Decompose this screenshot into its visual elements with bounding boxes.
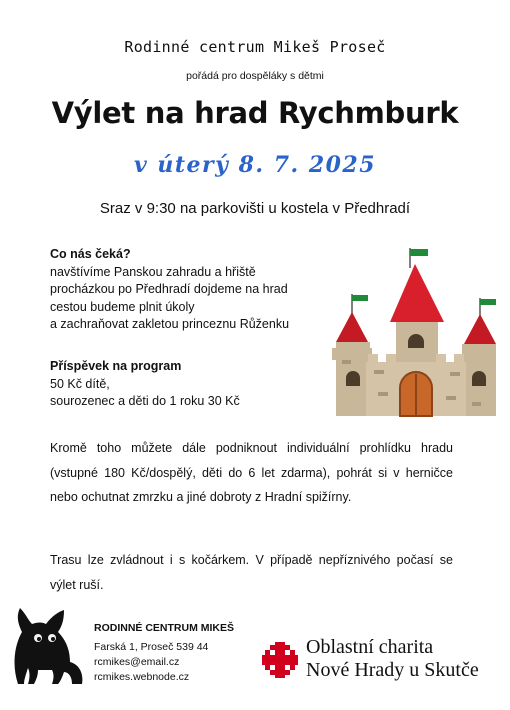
- black-cat-icon: [8, 606, 88, 688]
- program-line: navštívíme Panskou zahradu a hřiště: [50, 264, 256, 279]
- footer-website: rcmikes.webnode.cz: [94, 671, 190, 683]
- program-line: cestou budeme plnit úkoly: [50, 299, 195, 314]
- fee-line: sourozenec a děti do 1 roku 30 Kč: [50, 394, 240, 408]
- info-paragraph: Trasu lze zvládnout i s kočárkem. V případě nepříznivého počasí se výlet ruší.: [50, 553, 453, 592]
- fee-section: [50, 358, 240, 411]
- event-date: v úterý 8. 7. 2025: [133, 152, 377, 178]
- caritas-cross-icon: [260, 640, 300, 680]
- footer-contact: [94, 640, 208, 685]
- fee-line: 50 Kč dítě,: [50, 376, 110, 391]
- castle-icon: [330, 246, 502, 418]
- fee-heading: Příspěvek na program: [50, 359, 182, 373]
- program-line: procházkou po Předhradí dojdeme na hrad: [50, 282, 288, 296]
- meeting-point: Sraz v 9:30 na parkovišti u kostela v Předhradí: [99, 200, 411, 217]
- charity-name: [306, 636, 479, 682]
- info-paragraph: Kromě toho můžete dále podniknout individuální prohlídku hradu (vstupné 180 Kč/dospělý, děti do 6 let zdarma), pohrát si v herničce nebo ochutnat zmrzku a jiné dobroty z Hradní spižírny.: [50, 441, 453, 504]
- invite-subtitle: pořádá pro dospěláky s dětmi: [186, 70, 324, 82]
- footer-org-name: RODINNÉ CENTRUM MIKEŠ: [94, 622, 235, 634]
- footer-email: rcmikes@email.cz: [94, 656, 180, 668]
- program-heading: Co nás čeká?: [50, 247, 131, 261]
- program-section: [50, 246, 289, 334]
- organizer-name: Rodinné centrum Mikeš Proseč: [124, 38, 386, 56]
- footer-address: Farská 1, Proseč 539 44: [94, 641, 209, 653]
- page-title: Výlet na hrad Rychmburk: [51, 96, 459, 130]
- charity-line: Oblastní charita: [306, 636, 434, 658]
- program-line: a zachraňovat zakletou princeznu Růženku: [50, 317, 290, 331]
- charity-line: Nové Hrady u Skutče: [306, 659, 479, 681]
